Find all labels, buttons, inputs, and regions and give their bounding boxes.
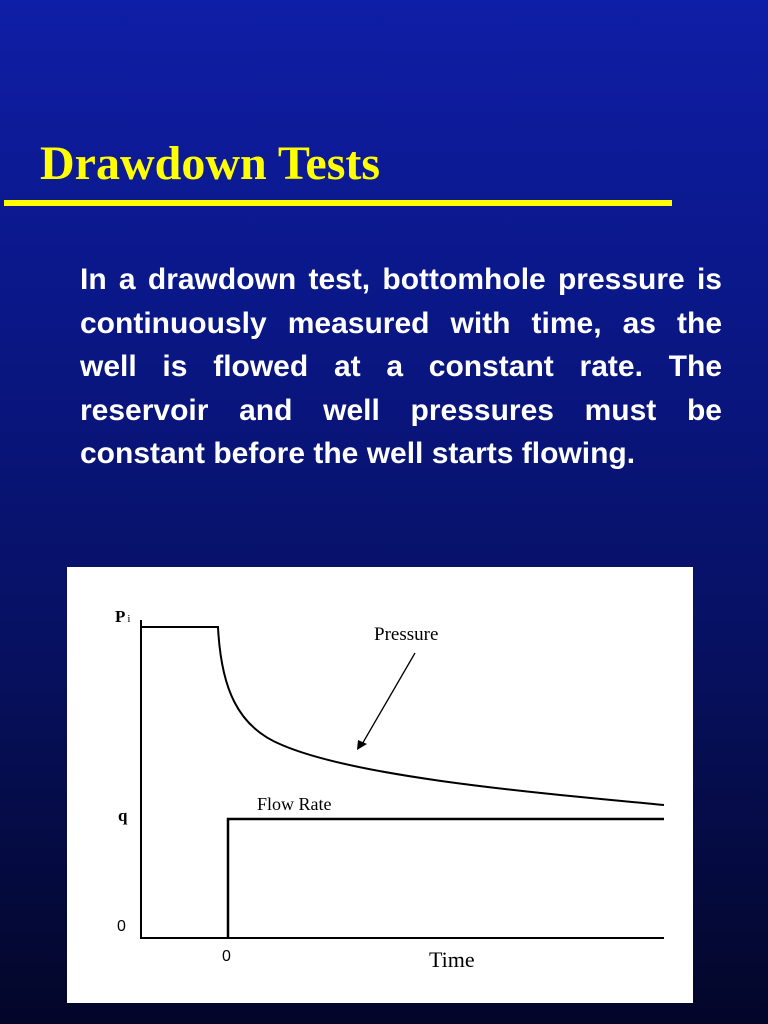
y-label-initial-pressure: Pi bbox=[115, 607, 131, 626]
x-axis-title: Time bbox=[429, 947, 475, 972]
slide-title: Drawdown Tests bbox=[40, 137, 381, 190]
flow-rate-step bbox=[228, 819, 664, 938]
pressure-arrow-shaft bbox=[361, 653, 415, 746]
y-label-flow-rate: q bbox=[118, 806, 128, 825]
pressure-curve-label: Pressure bbox=[374, 624, 439, 645]
x-label-zero: 0 bbox=[222, 948, 231, 965]
y-label-zero: 0 bbox=[117, 918, 126, 935]
body-paragraph: In a drawdown test, bottomhole pressure is continuously measured with time, as the well is flowed at a constant rate. The reservoir and well pressures must be constant before the well starts flowing. bbox=[80, 263, 722, 470]
drawdown-diagram-svg bbox=[67, 567, 693, 1003]
drawdown-diagram bbox=[67, 567, 693, 1003]
pressure-curve bbox=[141, 627, 664, 805]
flow-rate-curve-label: Flow Rate bbox=[257, 794, 332, 814]
title-underline bbox=[4, 200, 672, 206]
pressure-arrow-head bbox=[357, 740, 367, 750]
